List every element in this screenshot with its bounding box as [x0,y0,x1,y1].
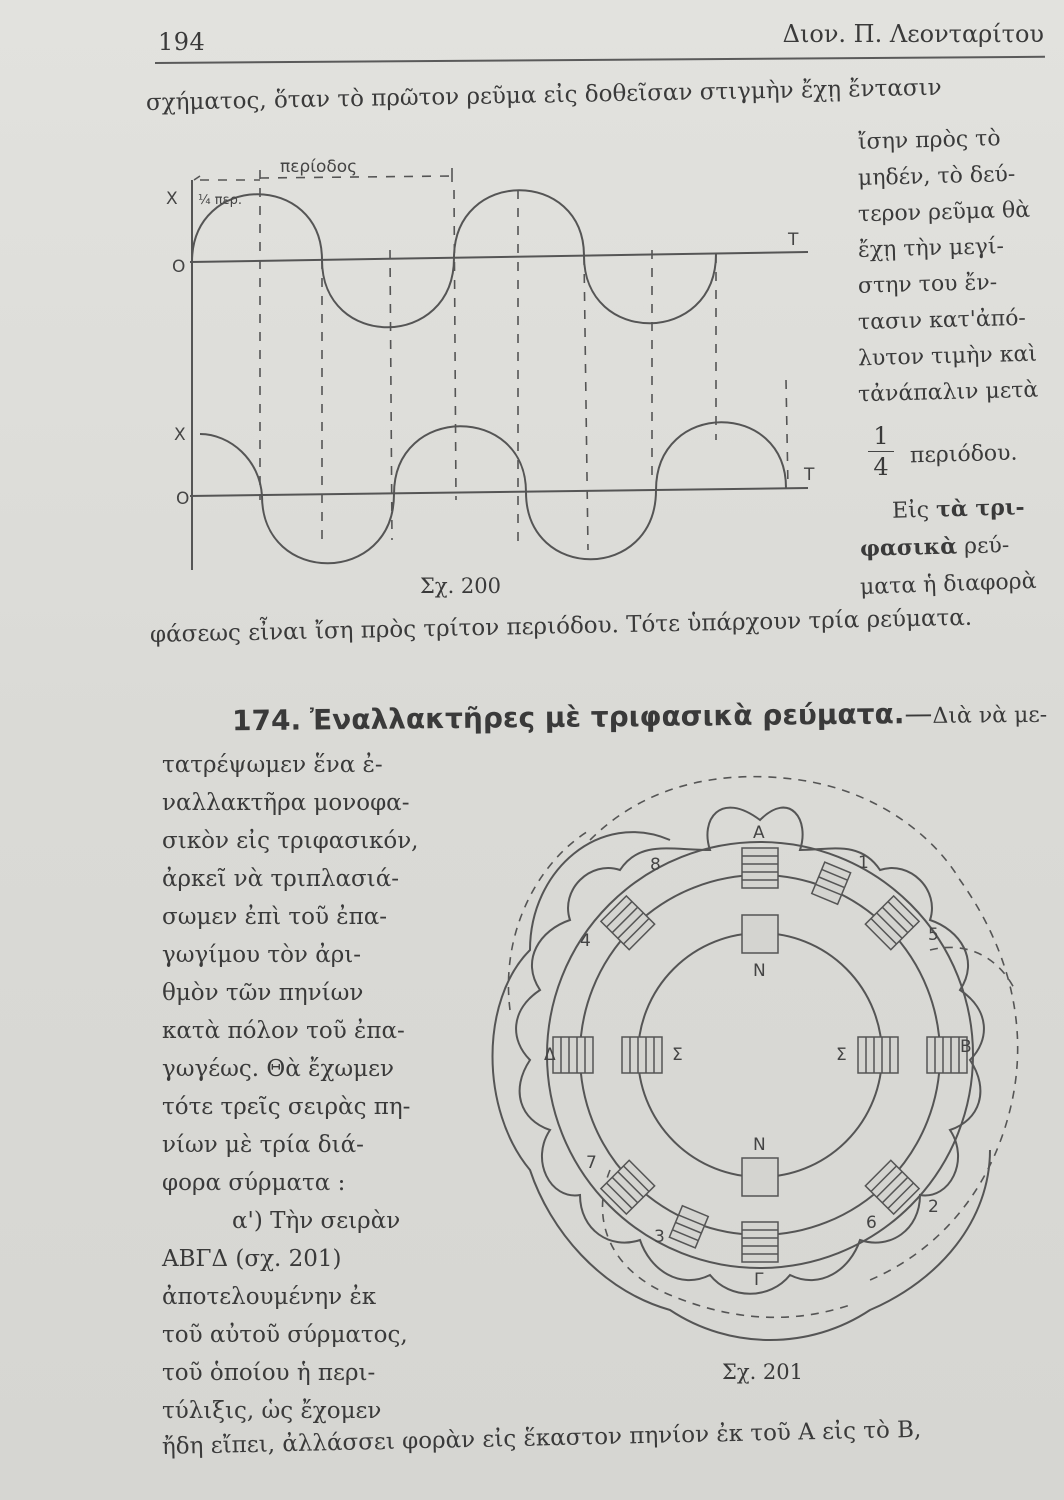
section-title: Ἐναλλακτῆρες μὲ τριφασικὰ ρεύματα. [309,697,905,737]
label-x2: X [174,425,186,445]
label-t2: T [804,465,815,485]
left-line-17: τοῦ ὁποίου ἡ περι- [162,1360,376,1386]
left-line-14: ΑΒΓΔ (σχ. 201) [162,1246,342,1272]
last-text-line: ἤδη εἴπει, ἀλλάσσει φορὰν εἰς ἕκαστον πηνίον ἐκ τοῦ Α εἰς τὸ Β, [161,1416,922,1460]
right-line-6: τασιν κατ'ἀπό- [857,305,1027,336]
left-line-13: α') Τὴν σειρὰν [232,1208,401,1234]
label-n5: 5 [928,925,939,945]
label-o1: O [172,257,186,277]
outer-stator-ring [547,842,973,1268]
label-A: Α [753,823,765,843]
label-G: Γ [754,1270,764,1290]
dashed-wire-4 [930,947,1015,990]
section-continuation: Διὰ νὰ με- [932,702,1048,729]
left-line-11: νίων μὲ τρία διά- [162,1132,364,1158]
left-line-18: τύλιξις, ὡς ἔχομεν [162,1398,382,1424]
label-B: Β [960,1037,972,1057]
label-period: περίοδος [280,157,358,177]
page-number: 194 [158,28,206,56]
right-line-5: στην του ἔν- [857,270,998,299]
right-line-4: ἔχῃ τὴν μεγί- [857,234,1005,263]
dashed-wire-1 [590,777,1018,1280]
right-line-7: λυτον τιμὴν καὶ [857,341,1038,372]
figure-201 [470,750,1050,1370]
label-n7: 7 [586,1153,597,1173]
right-line-1: ἴσην πρὸς τὸ [857,126,1001,155]
right-line-11: ματα ἡ διαφορὰ [859,568,1037,601]
left-line-7: θμὸν τῶν πηνίων [162,980,364,1006]
right-line-3: τερον ρεῦμα θὰ [857,197,1031,228]
label-n2: 2 [928,1197,939,1217]
axis-ot-2 [190,488,808,496]
left-line-1: τατρέψωμεν ἕνα ἐ- [162,752,383,778]
left-line-6: γωγίμου τὸν ἀρι- [162,942,362,968]
fraction-suffix: περιόδου. [909,440,1018,469]
figure-201-caption: Σχ. 201 [722,1360,804,1384]
left-line-8: κατὰ πόλον τοῦ ἐπα- [162,1018,405,1044]
rotor-pole-top [742,915,778,953]
fraction-numerator: 1 [873,422,889,450]
rotor-pole-left [622,1037,662,1073]
text-line-after-fig200: φάσεως εἶναι ἴση πρὸς τρίτον περιόδου. Τότε ὑπάρχουν τρία ρεύματα. [149,604,973,648]
left-line-12: φορα σύρματα : [162,1170,346,1196]
fraction-denominator: 4 [873,453,889,481]
left-line-9: γωγέως. Θὰ ἔχωμεν [162,1056,394,1082]
label-o2: O [176,489,190,509]
left-line-10: τότε τρεῖς σειρὰς πη- [162,1094,411,1120]
label-S-left: Σ [672,1045,683,1065]
section-number: 174. [231,703,302,738]
section-174-heading [232,696,1047,738]
left-line-16: τοῦ αὐτοῦ σύρματος, [162,1322,408,1348]
label-N-bottom: Ν [753,1135,766,1155]
left-line-4: ἀρκεῖ νὰ τριπλασιά- [162,866,400,892]
header-rule [155,56,1045,64]
label-quarter-period: ¼ περ. [198,193,242,208]
label-n1: 1 [858,853,869,873]
label-S-right: Σ [836,1045,847,1065]
dashed-wire-2 [508,830,590,1010]
right-line-2: μηδέν, τὸ δεύ- [857,161,1016,192]
label-n6: 6 [866,1213,877,1233]
right-line-10: φασικὰ ρεύ- [859,533,1010,562]
top-text-line: σχήματος, ὅταν τὸ πρῶτον ρεῦμα εἰς δοθεῖσαν στιγμὴν ἔχῃ ἔντασιν [145,74,942,116]
label-n3: 3 [654,1227,665,1247]
label-n8: 8 [650,855,661,875]
left-line-5: σωμεν ἐπὶ τοῦ ἐπα- [162,904,388,930]
right-line-9: Εἰς τὰ τρι- [891,494,1025,524]
figure-200 [160,150,840,580]
label-t1: T [788,230,799,250]
label-x1: X [166,189,178,209]
fraction-quarter [868,422,894,481]
fraction-bar [868,451,894,452]
label-D: Δ [544,1045,556,1065]
left-line-3: σικὸν εἰς τριφασικόν, [162,828,419,854]
running-header-author: Διον. Π. Λεονταρίτου [782,20,1044,48]
rotor-pole-bottom [742,1158,778,1196]
rotor-pole-right [858,1037,898,1073]
label-N-top: Ν [753,961,766,981]
left-line-15: ἀποτελουμένην ἐκ [162,1284,377,1310]
section-dash: — [904,696,933,731]
figure-200-caption: Σχ. 200 [420,574,502,598]
label-n4: 4 [580,931,591,951]
left-line-2: ναλλακτῆρα μονοφα- [162,790,410,816]
right-line-8: τἀνάπαλιν μετὰ [857,377,1039,408]
